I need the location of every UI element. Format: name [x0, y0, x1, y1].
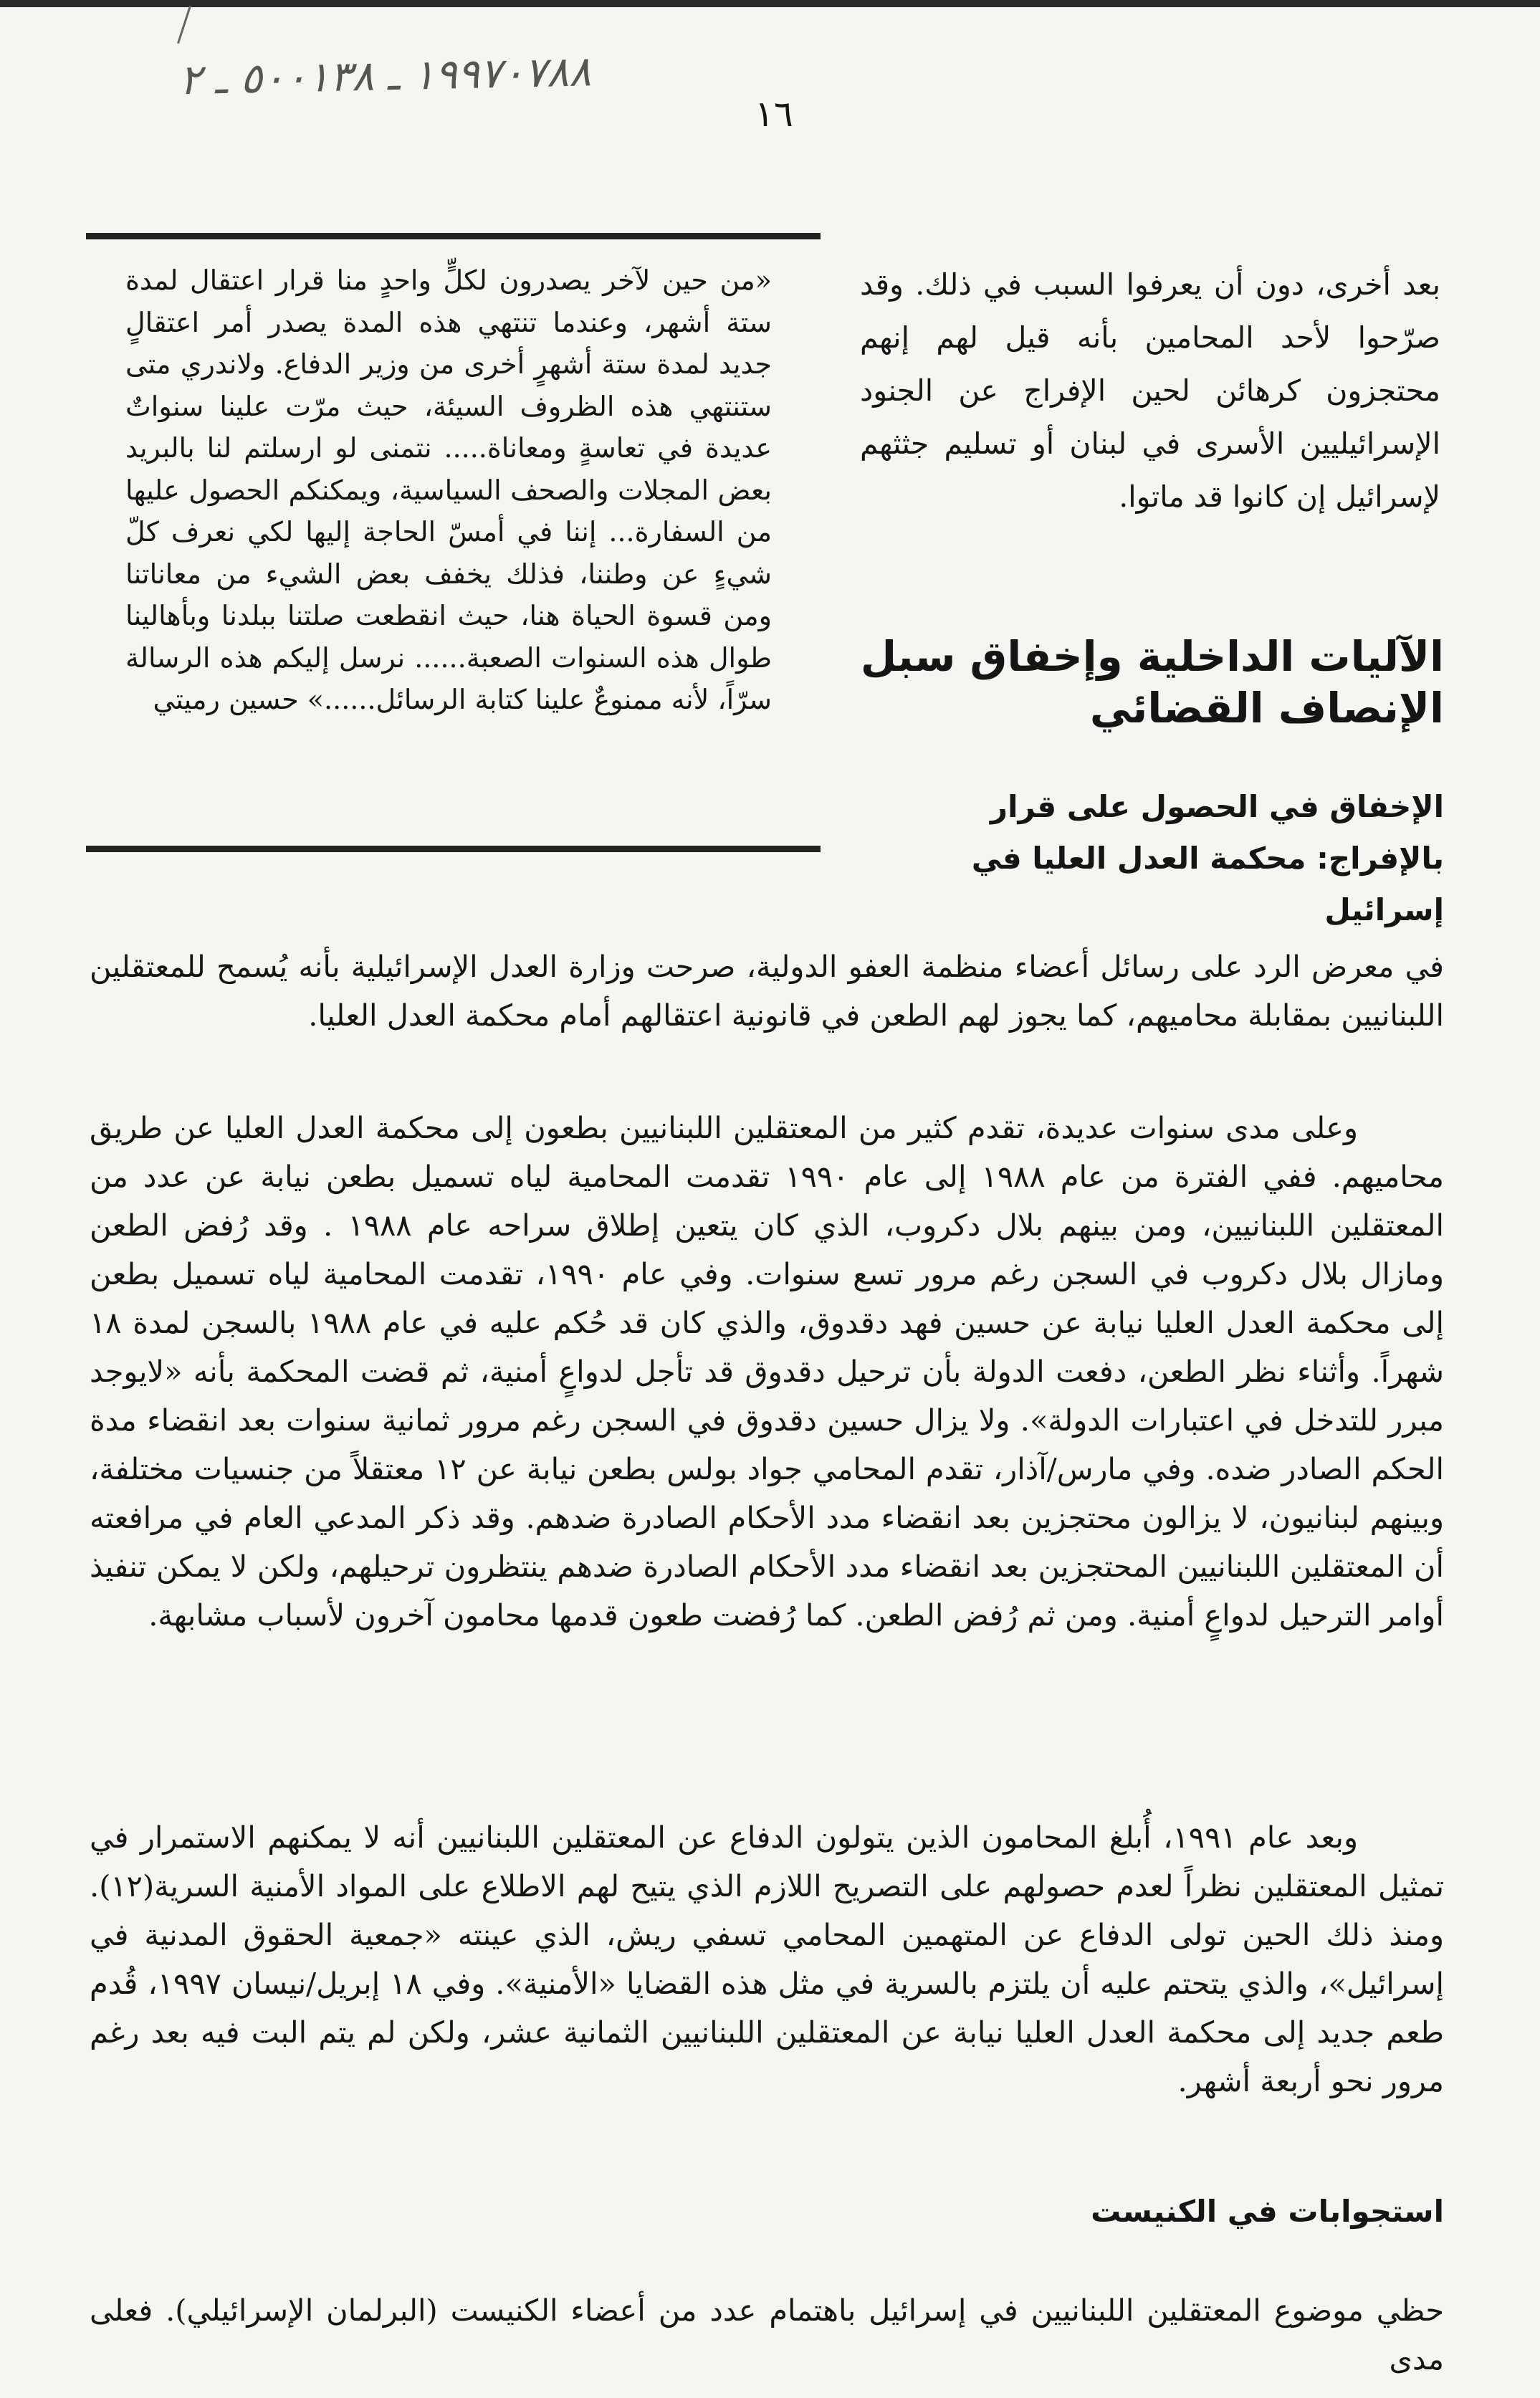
page-top-edge [0, 0, 1540, 7]
right-column-text: بعد أخرى، دون أن يعرفوا السبب في ذلك. وقد صرّحوا لأحد المحامين بأنه قيل لهم إنهم محتجزون كرهائن لحين الإفراج عن الجنود الإسرائيليين الأسرى في لبنان أو تسليم جثثهم لإسرائيل إن كانوا قد ماتوا. [860, 267, 1440, 514]
page-number: ١٦ [755, 93, 793, 135]
main-heading: الآليات الداخلية وإخفاق سبل الإنصاف القضائي [860, 632, 1444, 732]
sub-heading: الإخفاق في الحصول على قرار بالإفراج: محكمة العدل العليا في إسرائيل [971, 789, 1444, 927]
body-paragraph-1: في معرض الرد على رسائل أعضاء منظمة العفو الدولية، صرحت وزارة العدل الإسرائيلية بأنه يُسمح للمعتقلين اللبنانيين بمقابلة محاميهم، كما يجوز لهم الطعن في قانونية اعتقالهم أمام محكمة العدل العليا. [90, 949, 1444, 1033]
body-paragraph-2: وعلى مدى سنوات عديدة، تقدم كثير من المعتقلين اللبنانيين بطعون إلى محكمة العدل العليا عن طريق محاميهم. ففي الفترة من عام ١٩٨٨ إلى عام ١٩٩٠ تقدمت المحامية لياه تسميل بطعن نيابة عن عدد من المعتقلين اللبنانيين، ومن بينهم بلال دكروب، الذي كان يتعين إطلاق سراحه عام ١٩٨٨ . وقد رُفض الطعن ومازال بلال دكروب في السجن رغم مرور تسع سنوات. وفي عام ١٩٩٠، تقدمت المحامية لياه تسميل بطعن إلى محكمة العدل العليا نيابة عن حسين فهد دقدوق، والذي كان قد حُكم عليه في عام ١٩٨٨ بالسجن لمدة ١٨ شهراً. وأثناء نظر الطعن، دفعت الدولة بأن ترحيل دقدوق قد تأجل لدواعٍ أمنية، ثم قضت المحكمة بأنه «لايوجد مبرر للتدخل في اعتبارات الدولة». ولا يزال حسين دقدوق في السجن رغم مرور ثمانية سنوات بعد انقضاء مدة الحكم الصادر ضده. وفي مارس/آذار، تقدم المحامي جواد بولس بطعن نيابة عن ١٢ معتقلاً من جنسيات مختلفة، وبينهم لبنانيون، لا يزالون محتجزين بعد انقضاء مدد الأحكام الصادرة ضدهم. وقد ذكر المدعي العام في مرافعته أن المعتقلين اللبنانيين المحتجزين بعد انقضاء مدد الأحكام الصادرة ضدهم ينتظرون ترحيلهم، ولكن لا يمكن تنفيذ أوامر الترحيل لدواعٍ أمنية. ومن ثم رُفض الطعن. كما رُفضت طعون قدمها محامون آخرون لأسباب مشابهة. [90, 1110, 1444, 1633]
handwritten-reference: ١٩٩٧٠٧٨٨ ـ ٥٠٠١٣٨ ـ ٢ [178, 47, 592, 105]
body-paragraph-4: حظي موضوع المعتقلين اللبنانيين في إسرائيل باهتمام عدد من أعضاء الكنيست (البرلمان الإسرائيلي). فعلى مدى [90, 2293, 1444, 2376]
quote-bottom-rule [86, 846, 821, 852]
pencil-mark [177, 6, 205, 48]
quote-box-text: «من حين لآخر يصدرون لكلٍّ واحدٍ منا قرار اعتقال لمدة ستة أشهر، وعندما تنتهي هذه المدة يصدر أمر اعتقالٍ جديد لمدة ستة أشهرٍ أخرى من وزير الدفاع. ولاندري متى ستنتهي هذه الظروف السيئة، حيث مرّت علينا سنواتٌ عديدة في تعاسةٍ ومعاناة..... نتمنى لو ارسلتم لنا بالبريد بعض المجلات والصحف السياسية، ويمكنكم الحصول عليها من السفارة... إننا في أمسّ الحاجة إليها لكي نعرف كلّ شيءٍ عن وطننا، فذلك يخفف بعض الشيء من معاناتنا ومن قسوة الحياة هنا، حيث انقطعت صلتنا ببلدنا وبأهالينا طوال هذه السنوات الصعبة...... نرسل إليكم هذه الرسالة سرّاً، لأنه ممنوعٌ علينا كتابة الرسائل......» حسين رميتي [125, 264, 772, 715]
body-paragraph-3: وبعد عام ١٩٩١، أُبلغ المحامون الذين يتولون الدفاع عن المعتقلين اللبنانيين أنه لا يمكنهم الاستمرار في تمثيل المعتقلين نظراً لعدم حصولهم على التصريح اللازم الذي يتيح لهم الاطلاع على المواد الأمنية السرية(١٢). ومنذ ذلك الحين تولى الدفاع عن المتهمين المحامي تسفي ريش، الذي عينته «جمعية الحقوق المدنية في إسرائيل»، والذي يتحتم عليه أن يلتزم بالسرية في مثل هذه القضايا «الأمنية». وفي ١٨ إبريل/نيسان ١٩٩٧، قُدم طعم جديد إلى محكمة العدل العليا نيابة عن المعتقلين اللبنانيين الثمانية عشر، ولكن لم يتم البت فيه بعد رغم مرور نحو أربعة أشهر. [90, 1820, 1445, 2098]
quote-top-rule [86, 233, 821, 239]
section-heading-knesset: استجوابات في الكنيست [1091, 2194, 1444, 2229]
